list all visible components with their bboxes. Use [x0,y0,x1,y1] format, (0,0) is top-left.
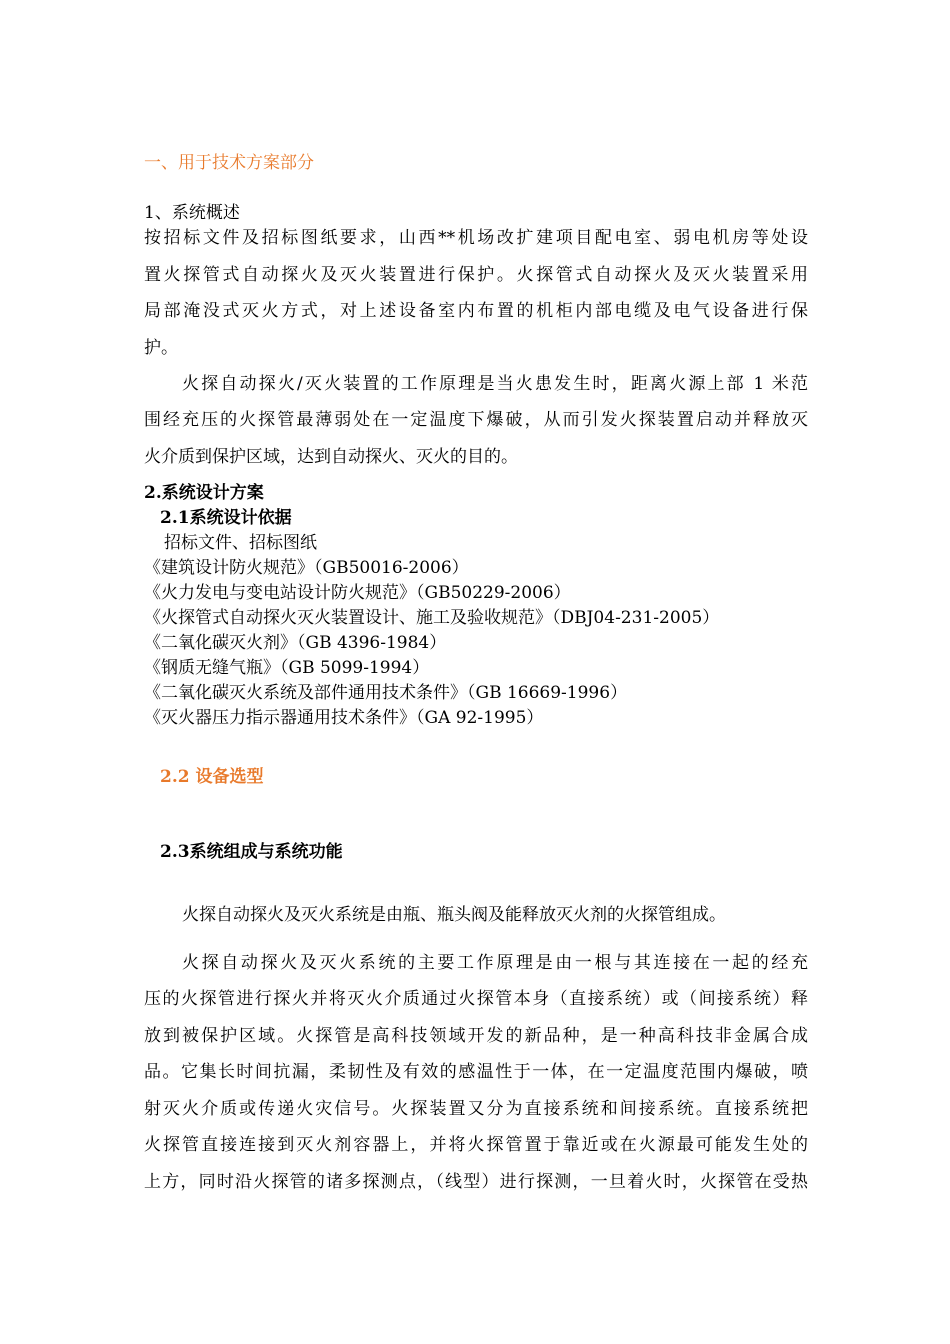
basis-item: 《钢质无缝气瓶》（GB 5099-1994） [144,658,430,678]
basis-item: 招标文件、招标图纸 [164,533,317,553]
s23-p2-line: 射灭火介质或传递火灾信号。火探装置又分为直接系统和间接系统。直接系统把 [144,1099,808,1119]
overview-p2-line: 围经充压的火探管最薄弱处在一定温度下爆破，从而引发火探装置启动并释放灭 [144,410,808,430]
basis-item: 《火探管式自动探火灭火装置设计、施工及验收规范》（DBJ04-231-2005） [144,608,720,628]
basis-item: 《火力发电与变电站设计防火规范》（GB50229-2006） [144,583,571,603]
basis-item: 《建筑设计防火规范》（GB50016-2006） [144,558,469,578]
section2-heading: 2.系统设计方案 [144,483,264,503]
basis-item: 《二氧化碳灭火系统及部件通用技术条件》（GB 16669-1996） [144,683,628,703]
s23-p2-line: 火探管直接连接到灭火剂容器上，并将火探管置于靠近或在火源最可能发生处的 [144,1135,808,1155]
s23-p2-line: 火探自动探火及灭火系统的主要工作原理是由一根与其连接在一起的经充 [182,953,808,973]
overview-p2-line: 火介质到保护区域，达到自动探火、灭火的目的。 [144,447,518,467]
overview-p1-line: 置火探管式自动探火及灭火装置进行保护。火探管式自动探火及灭火装置采用 [144,265,808,285]
s23-p2-line: 品。它集长时间抗漏，柔韧性及有效的感温性于一体，在一定温度范围内爆破，喷 [144,1062,808,1082]
basis-item: 《灭火器压力指示器通用技术条件》（GA 92-1995） [144,708,544,728]
overview-p2-line: 火探自动探火/灭火装置的工作原理是当火患发生时，距离火源上部 1 米范 [182,374,808,394]
s23-p2-line: 上方，同时沿火探管的诸多探测点，（线型）进行探测，一旦着火时，火探管在受热 [144,1172,808,1192]
s23-p2-line: 压的火探管进行探火并将灭火介质通过火探管本身（直接系统）或（间接系统）释 [144,989,808,1009]
s22-heading: 2.2 设备选型 [160,767,264,787]
s23-p1: 火探自动探火及灭火系统是由瓶、瓶头阀及能释放灭火剂的火探管组成。 [182,905,726,925]
section1-heading: 一、用于技术方案部分 [144,153,314,173]
basis-item: 《二氧化碳灭火剂》（GB 4396-1984） [144,633,447,653]
overview-p1-line: 按招标文件及招标图纸要求，山西**机场改扩建项目配电室、弱电机房等处设 [144,228,808,248]
overview-p1-line: 局部淹没式灭火方式，对上述设备室内布置的机柜内部电缆及电气设备进行保 [144,301,808,321]
overview-title: 1、系统概述 [144,203,240,223]
s23-heading: 2.3系统组成与系统功能 [160,842,343,862]
s23-p2-line: 放到被保护区域。火探管是高科技领域开发的新品种，是一种高科技非金属合成 [144,1026,808,1046]
s21-heading: 2.1系统设计依据 [160,508,292,528]
overview-p1-line: 护。 [144,338,178,358]
